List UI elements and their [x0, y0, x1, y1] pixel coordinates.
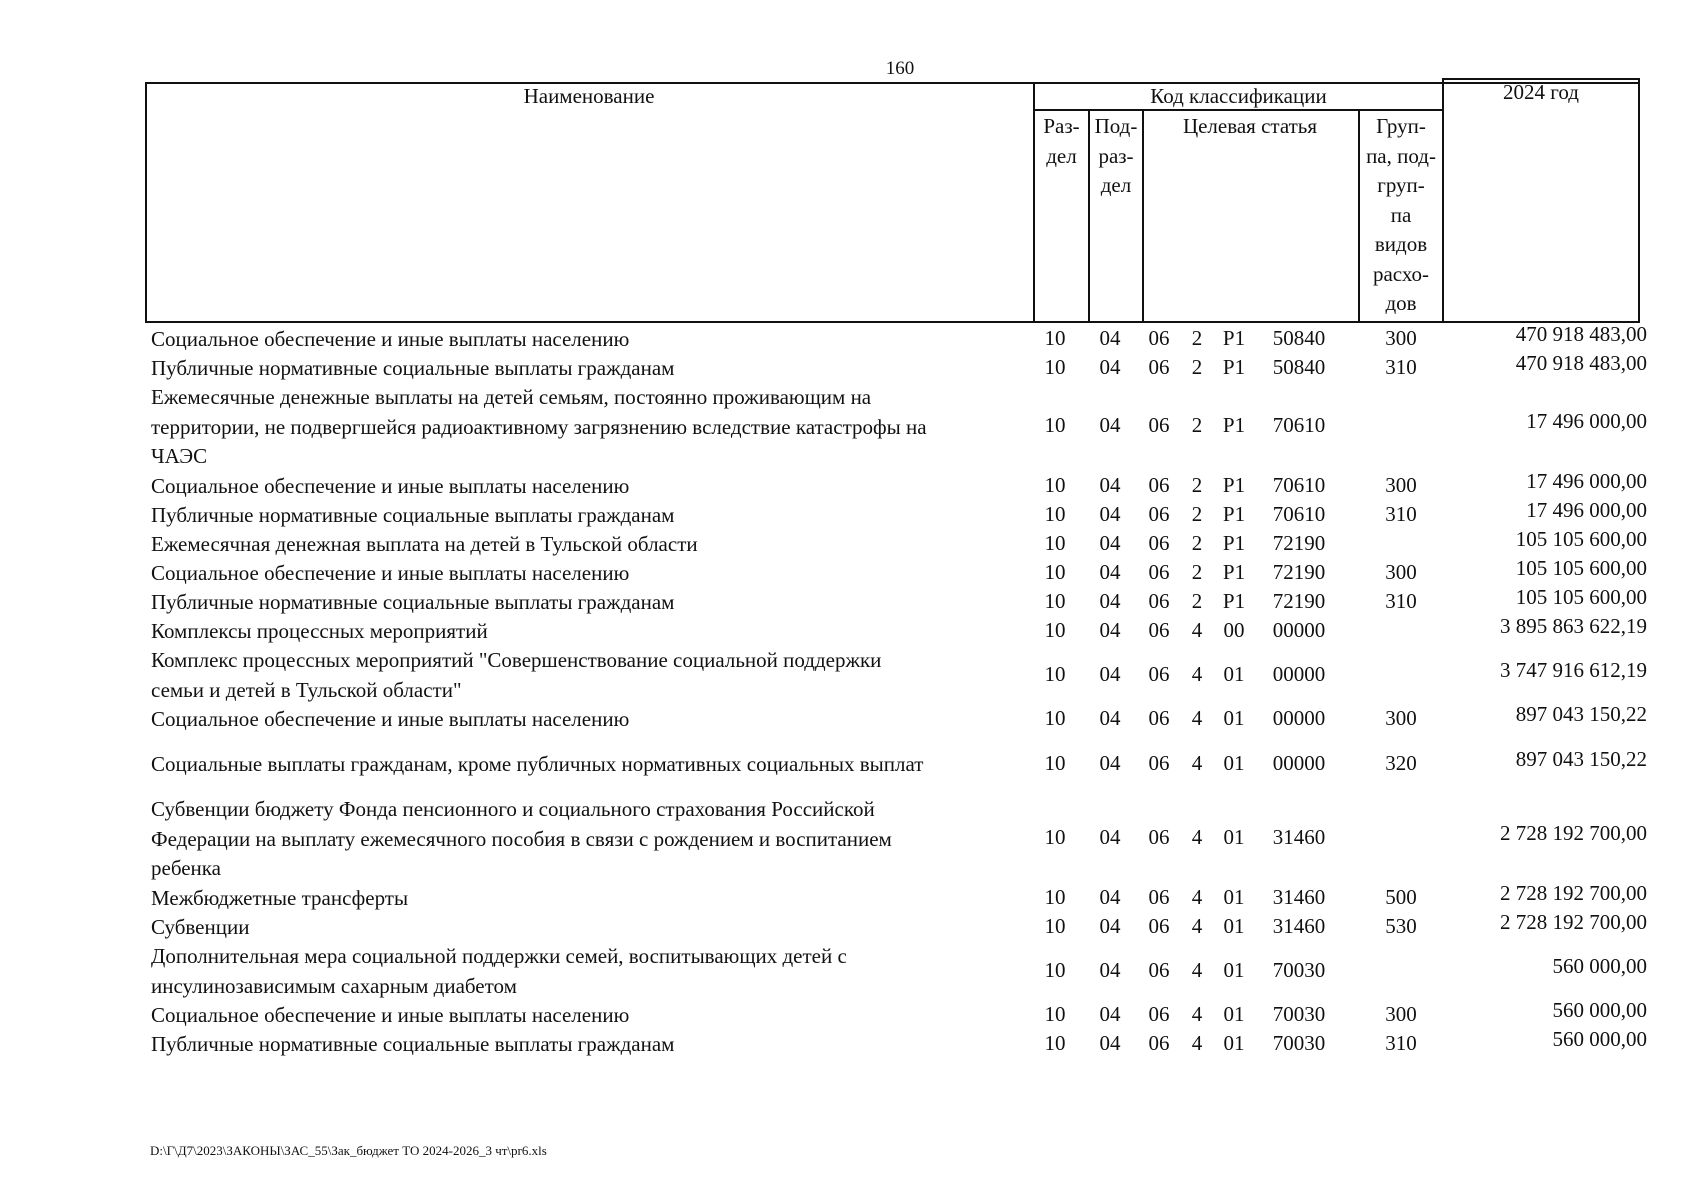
table-row	[0, 997, 1697, 1031]
row-code-rz: 10	[1044, 1030, 1066, 1055]
row-code-vr: 300	[1385, 559, 1417, 584]
row-code-c1: 06	[1148, 325, 1170, 350]
row-name	[151, 705, 1036, 735]
row-code-c3: Р1	[1222, 325, 1246, 350]
row-code-c2: 2	[1191, 325, 1203, 350]
row-name-line: Дополнительная мера социальной поддержки семей, воспитывающих детей с	[151, 944, 847, 968]
row-code-c1: 06	[1148, 559, 1170, 584]
row-code-c4: 31460	[1272, 825, 1326, 850]
header-podrazdel-line: Под-	[1094, 114, 1138, 138]
header-year: 2024 год	[1503, 80, 1579, 104]
row-name-line: Субвенции	[151, 915, 250, 939]
header-gruppa-line: па	[1390, 202, 1412, 227]
row-code-vr: 320	[1385, 750, 1417, 775]
row-code-rz: 10	[1044, 1001, 1066, 1026]
row-code-c4: 50840	[1272, 354, 1326, 379]
row-code-c2: 4	[1191, 750, 1203, 775]
row-amount: 3 895 863 622,19	[1500, 613, 1647, 638]
table-row	[0, 555, 1697, 589]
row-code-c4: 70030	[1272, 957, 1326, 982]
row-name	[151, 559, 1036, 589]
header-code-group: Код классификации	[1150, 84, 1327, 108]
row-code-c4: 70030	[1272, 1030, 1326, 1055]
row-name	[151, 750, 1036, 780]
row-name	[151, 588, 1036, 618]
table-row	[0, 880, 1697, 914]
row-name-line: Социальное обеспечение и иные выплаты населению	[151, 474, 630, 498]
row-code-pr: 04	[1099, 661, 1121, 686]
header-gruppa	[1358, 112, 1444, 319]
table-row	[0, 942, 1697, 1001]
row-code-c1: 06	[1148, 588, 1170, 613]
row-code-rz: 10	[1044, 617, 1066, 642]
row-code-c1: 06	[1148, 413, 1170, 438]
row-code-c4: 31460	[1272, 884, 1326, 909]
row-code-c1: 06	[1148, 750, 1170, 775]
row-code-pr: 04	[1099, 559, 1121, 584]
table-row	[0, 795, 1697, 884]
row-code-pr: 04	[1099, 884, 1121, 909]
row-code-c3: 01	[1223, 705, 1245, 730]
table-header	[145, 82, 1640, 323]
row-code-c1: 06	[1148, 1001, 1170, 1026]
row-code-rz: 10	[1044, 501, 1066, 526]
row-amount: 17 496 000,00	[1526, 497, 1647, 522]
row-code-c3: Р1	[1222, 413, 1246, 438]
row-code-c2: 2	[1191, 413, 1203, 438]
row-code-c3: 00	[1223, 617, 1245, 642]
row-code-c2: 4	[1191, 617, 1203, 642]
header-razdel	[1033, 112, 1090, 171]
row-code-pr: 04	[1099, 354, 1121, 379]
row-name-line: Публичные нормативные социальные выплаты гражданам	[151, 1032, 675, 1056]
row-code-c4: 70610	[1272, 501, 1326, 526]
row-code-c4: 50840	[1272, 325, 1326, 350]
row-code-vr: 300	[1385, 472, 1417, 497]
row-code-c4: 00000	[1272, 750, 1326, 775]
row-name-line: Социальные выплаты гражданам, кроме публичных нормативных социальных выплат	[151, 752, 924, 776]
row-code-c3: Р1	[1222, 472, 1246, 497]
table-row	[0, 321, 1697, 355]
table-row	[0, 1026, 1697, 1060]
row-code-c3: Р1	[1222, 501, 1246, 526]
row-name-line: Субвенции бюджету Фонда пенсионного и социального страхования Российской	[151, 797, 875, 821]
row-code-pr: 04	[1099, 1001, 1121, 1026]
row-code-c3: 01	[1223, 884, 1245, 909]
header-gruppa-line: груп-	[1377, 173, 1425, 197]
row-code-pr: 04	[1099, 530, 1121, 555]
table-row	[0, 646, 1697, 705]
table-row	[0, 701, 1697, 735]
row-name	[151, 795, 1036, 884]
header-gruppa-line: видов	[1374, 232, 1428, 256]
row-code-c1: 06	[1148, 913, 1170, 938]
row-amount: 897 043 150,22	[1515, 701, 1647, 726]
row-code-c1: 06	[1148, 530, 1170, 555]
row-code-rz: 10	[1044, 325, 1066, 350]
row-name-line: ребенка	[151, 856, 221, 880]
header-celevaya: Целевая статья	[1182, 114, 1318, 138]
row-code-c1: 06	[1148, 705, 1170, 730]
row-code-c2: 4	[1191, 957, 1203, 982]
row-code-vr: 500	[1385, 884, 1417, 909]
row-name-line: Социальное обеспечение и иные выплаты населению	[151, 561, 630, 585]
row-code-rz: 10	[1044, 705, 1066, 730]
row-name	[151, 1001, 1036, 1031]
row-amount: 105 105 600,00	[1515, 584, 1647, 609]
header-gruppa-line: расхо-	[1372, 261, 1430, 286]
row-code-c1: 06	[1148, 354, 1170, 379]
row-name-line: Ежемесячная денежная выплата на детей в Тульской области	[151, 532, 698, 556]
row-code-c4: 72190	[1272, 588, 1326, 613]
header-razdel-line: Раз-	[1043, 114, 1080, 138]
row-code-c3: Р1	[1222, 588, 1246, 613]
header-gruppa-line: дов	[1385, 291, 1417, 315]
row-code-rz: 10	[1044, 661, 1066, 686]
row-code-rz: 10	[1044, 413, 1066, 438]
row-code-c2: 4	[1191, 825, 1203, 850]
row-name-line: Публичные нормативные социальные выплаты гражданам	[151, 356, 675, 380]
row-name	[151, 617, 1036, 647]
row-name	[151, 1030, 1036, 1060]
row-name	[151, 530, 1036, 560]
row-code-c3: 01	[1223, 825, 1245, 850]
row-name-line: Социальное обеспечение и иные выплаты населению	[151, 707, 630, 731]
page-number: 160	[885, 58, 915, 79]
row-name	[151, 646, 1036, 705]
row-amount: 17 496 000,00	[1526, 409, 1647, 434]
row-code-vr: 310	[1385, 1030, 1417, 1055]
table-row	[0, 584, 1697, 618]
row-name	[151, 884, 1036, 914]
row-code-c3: 01	[1223, 957, 1245, 982]
row-code-c4: 70610	[1272, 413, 1326, 438]
row-code-c1: 06	[1148, 825, 1170, 850]
row-code-c1: 06	[1148, 884, 1170, 909]
row-name-line: Ежемесячные денежные выплаты на детей семьям, постоянно проживающим на	[151, 385, 872, 409]
row-code-rz: 10	[1044, 884, 1066, 909]
row-code-c4: 00000	[1272, 661, 1326, 686]
row-code-rz: 10	[1044, 913, 1066, 938]
table-row	[0, 383, 1697, 472]
row-code-vr: 300	[1385, 705, 1417, 730]
row-code-pr: 04	[1099, 957, 1121, 982]
row-name-line: инсулинозависимым сахарным диабетом	[151, 973, 517, 998]
header-gruppa-line: Груп-	[1376, 114, 1426, 138]
row-code-pr: 04	[1099, 501, 1121, 526]
row-code-c4: 00000	[1272, 617, 1326, 642]
footer-file-path: D:\Г\Д7\2023\ЗАКОНЫ\ЗАС_55\Зак_бюджет ТО 2024-2026_3 чт\pr6.xls	[150, 1143, 547, 1158]
row-code-c4: 72190	[1272, 559, 1326, 584]
row-code-c2: 2	[1191, 530, 1203, 555]
row-code-c2: 2	[1191, 472, 1203, 497]
row-code-rz: 10	[1044, 472, 1066, 497]
row-code-c4: 70030	[1272, 1001, 1326, 1026]
header-podrazdel-line: раз-	[1098, 143, 1134, 168]
row-code-vr: 300	[1385, 325, 1417, 350]
row-code-rz: 10	[1044, 530, 1066, 555]
row-code-rz: 10	[1044, 559, 1066, 584]
header-podrazdel-line: дел	[1100, 173, 1132, 197]
row-amount: 560 000,00	[1552, 997, 1647, 1022]
table-row	[0, 909, 1697, 943]
row-code-c4: 72190	[1272, 530, 1326, 555]
row-code-c1: 06	[1148, 661, 1170, 686]
table-row	[0, 350, 1697, 384]
row-code-pr: 04	[1099, 1030, 1121, 1055]
row-amount: 2 728 192 700,00	[1500, 909, 1647, 934]
row-amount: 560 000,00	[1552, 1026, 1647, 1051]
row-code-pr: 04	[1099, 913, 1121, 938]
row-amount: 470 918 483,00	[1515, 350, 1647, 375]
row-code-c4: 70610	[1272, 472, 1326, 497]
row-name-line: семьи и детей в Тульской области"	[151, 677, 462, 702]
row-name-line: Социальное обеспечение и иные выплаты населению	[151, 327, 630, 351]
row-code-c1: 06	[1148, 617, 1170, 642]
row-code-c2: 2	[1191, 559, 1203, 584]
row-code-pr: 04	[1099, 325, 1121, 350]
row-amount: 3 747 916 612,19	[1500, 657, 1647, 682]
row-name	[151, 913, 1036, 943]
row-code-c2: 4	[1191, 661, 1203, 686]
row-code-c2: 4	[1191, 1001, 1203, 1026]
row-code-c3: Р1	[1222, 354, 1246, 379]
row-name-line: ЧАЭС	[151, 444, 208, 468]
row-code-c3: 01	[1223, 661, 1245, 686]
row-code-vr: 310	[1385, 501, 1417, 526]
row-code-c1: 06	[1148, 957, 1170, 982]
row-name	[151, 325, 1036, 355]
row-name	[151, 942, 1036, 1001]
row-code-rz: 10	[1044, 588, 1066, 613]
row-amount: 897 043 150,22	[1515, 746, 1647, 771]
header-gruppa-line: па, под-	[1366, 143, 1436, 168]
row-name-line: Публичные нормативные социальные выплаты гражданам	[151, 590, 675, 614]
table-row	[0, 746, 1697, 780]
row-code-c3: 01	[1223, 913, 1245, 938]
row-code-vr: 300	[1385, 1001, 1417, 1026]
row-name-line: Федерации на выплату ежемесячного пособия в связи с рождением и воспитанием	[151, 826, 892, 851]
row-code-c1: 06	[1148, 501, 1170, 526]
row-code-pr: 04	[1099, 588, 1121, 613]
row-code-c2: 2	[1191, 588, 1203, 613]
table-row	[0, 497, 1697, 531]
row-amount: 105 105 600,00	[1515, 526, 1647, 551]
row-code-c2: 4	[1191, 884, 1203, 909]
table-row	[0, 468, 1697, 502]
header-name: Наименование	[523, 84, 655, 108]
row-code-c2: 2	[1191, 501, 1203, 526]
row-name-line: Публичные нормативные социальные выплаты гражданам	[151, 503, 675, 527]
row-code-rz: 10	[1044, 750, 1066, 775]
header-podrazdel	[1088, 112, 1144, 201]
table-row	[0, 526, 1697, 560]
row-code-c4: 00000	[1272, 705, 1326, 730]
row-code-c2: 4	[1191, 705, 1203, 730]
row-name-line: Комплексы процессных мероприятий	[151, 619, 488, 643]
row-code-c2: 4	[1191, 913, 1203, 938]
row-code-c2: 2	[1191, 354, 1203, 379]
row-code-rz: 10	[1044, 825, 1066, 850]
row-name-line: Социальное обеспечение и иные выплаты населению	[151, 1003, 630, 1027]
row-amount: 2 728 192 700,00	[1500, 880, 1647, 905]
row-code-c3: 01	[1223, 1001, 1245, 1026]
row-code-vr: 310	[1385, 354, 1417, 379]
row-code-pr: 04	[1099, 705, 1121, 730]
row-name	[151, 501, 1036, 531]
row-code-pr: 04	[1099, 413, 1121, 438]
row-name	[151, 472, 1036, 502]
row-code-pr: 04	[1099, 825, 1121, 850]
row-code-pr: 04	[1099, 750, 1121, 775]
row-amount: 17 496 000,00	[1526, 468, 1647, 493]
row-name-line: территории, не подвергшейся радиоактивному загрязнению вследствие катастрофы на	[151, 414, 927, 439]
row-name	[151, 354, 1036, 384]
row-code-rz: 10	[1044, 957, 1066, 982]
row-amount: 2 728 192 700,00	[1500, 821, 1647, 846]
row-name-line: Комплекс процессных мероприятий "Совершенствование социальной поддержки	[151, 648, 882, 672]
row-name	[151, 383, 1036, 472]
row-amount: 560 000,00	[1552, 953, 1647, 978]
row-code-c1: 06	[1148, 472, 1170, 497]
row-code-vr: 530	[1385, 913, 1417, 938]
row-code-c3: Р1	[1222, 530, 1246, 555]
row-code-c3: 01	[1223, 1030, 1245, 1055]
row-amount: 470 918 483,00	[1515, 321, 1647, 346]
row-code-pr: 04	[1099, 617, 1121, 642]
header-razdel-line: дел	[1046, 143, 1077, 168]
row-name-line: Межбюджетные трансферты	[151, 886, 409, 910]
row-code-c3: Р1	[1222, 559, 1246, 584]
row-code-c4: 31460	[1272, 913, 1326, 938]
row-code-rz: 10	[1044, 354, 1066, 379]
table-row	[0, 613, 1697, 647]
row-code-c2: 4	[1191, 1030, 1203, 1055]
row-code-c1: 06	[1148, 1030, 1170, 1055]
row-amount: 105 105 600,00	[1515, 555, 1647, 580]
row-code-c3: 01	[1223, 750, 1245, 775]
row-code-vr: 310	[1385, 588, 1417, 613]
row-code-pr: 04	[1099, 472, 1121, 497]
